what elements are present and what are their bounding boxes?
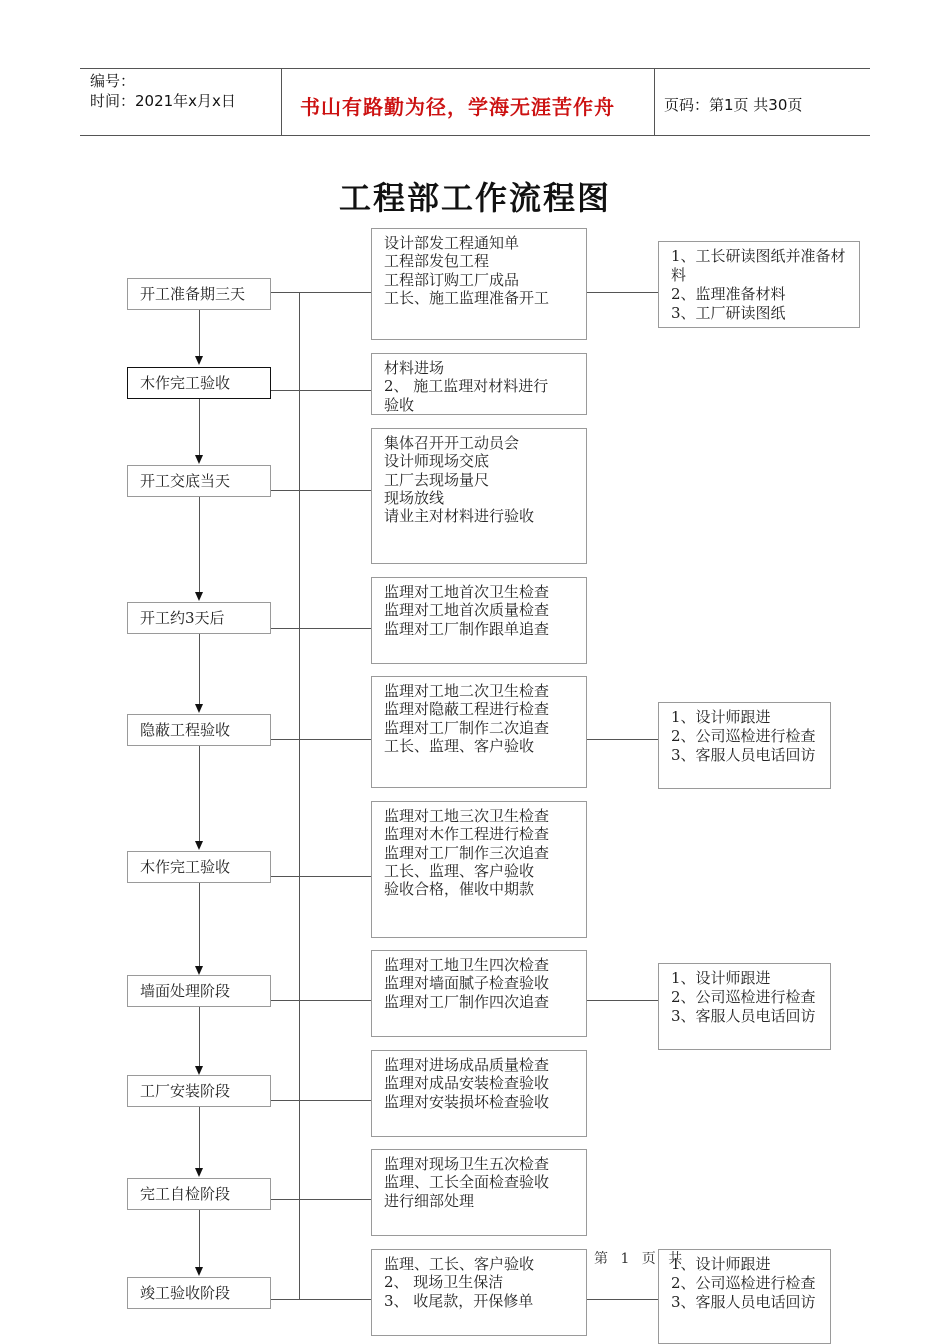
document-number-label: 编号：: [90, 72, 136, 90]
detail-box: [371, 676, 587, 788]
step-to-detail-connector: [271, 292, 371, 293]
detail-line: 监理对现场卫生五次检查: [384, 1155, 550, 1173]
page-title: 工程部工作流程图: [338, 179, 611, 217]
flow-step: 开工准备期三天: [127, 278, 271, 310]
page-footer: 第 1 页 共: [594, 1251, 687, 1267]
side-note-line: 2、公司巡检进行检查: [671, 727, 816, 745]
side-note-line: 3、工厂研读图纸: [671, 304, 786, 322]
step-to-detail-connector: [271, 1000, 371, 1001]
step-connector: [199, 634, 200, 706]
detail-line: 工程部订购工厂成品: [384, 270, 520, 289]
flow-step: 工厂安装阶段: [127, 1075, 271, 1107]
step-connector: [199, 497, 200, 593]
flow-step: 开工约3天后: [127, 602, 271, 634]
detail-line: 监理对工地二次卫生检查: [384, 682, 550, 700]
step-connector: [199, 883, 200, 967]
arrow-down-icon: [195, 1066, 203, 1075]
detail-box: [371, 1249, 587, 1336]
side-note-line: 2、公司巡检进行检查: [671, 988, 816, 1006]
flow-step: 墙面处理阶段: [127, 975, 271, 1007]
step-to-detail-connector: [271, 1100, 371, 1101]
step-connector: [199, 1107, 200, 1169]
detail-line: 集体召开开工动员会: [384, 434, 520, 452]
detail-line: 监理、工长全面检查验收: [384, 1173, 550, 1192]
detail-to-note-connector: [587, 739, 658, 740]
detail-line: 监理对墙面腻子检查验收: [384, 974, 550, 993]
side-note-line: 3、客服人员电话回访: [671, 1293, 816, 1311]
side-note-line: 2、监理准备材料: [671, 285, 786, 303]
arrow-down-icon: [195, 356, 203, 365]
arrow-down-icon: [195, 455, 203, 464]
side-note-line: 1、设计师跟进: [671, 1255, 771, 1273]
side-note-line: 2、公司巡检进行检查: [671, 1274, 816, 1292]
step-to-detail-connector: [271, 1199, 371, 1200]
side-note-line: 1、工长研读图纸并准备材料: [671, 247, 846, 284]
step-to-detail-connector: [271, 876, 371, 877]
detail-to-note-connector: [587, 292, 658, 293]
detail-line: 监理对进场成品质量检查: [384, 1056, 550, 1074]
detail-line: 监理对工地三次卫生检查: [384, 807, 550, 825]
detail-line: 现场放线: [384, 488, 445, 507]
side-note-line: 3、客服人员电话回访: [671, 1007, 816, 1025]
detail-line: 验收: [384, 395, 415, 414]
step-to-detail-connector: [271, 739, 371, 740]
detail-line: 进行细部处理: [384, 1191, 475, 1210]
arrow-down-icon: [195, 966, 203, 975]
detail-line: 监理、工长、客户验收: [384, 1255, 535, 1273]
step-to-detail-connector: [271, 1299, 371, 1300]
detail-line: 监理对木作工程进行检查: [384, 825, 550, 844]
step-connector: [199, 1007, 200, 1067]
detail-line: 监理对工地首次质量检查: [384, 601, 550, 620]
detail-line: 监理对工地卫生四次检查: [384, 956, 550, 974]
flow-step: 完工自检阶段: [127, 1178, 271, 1210]
detail-line: 监理对工厂制作二次追查: [384, 718, 550, 737]
document-time-label: 时间：2021年x月x日: [90, 92, 236, 110]
detail-box: [371, 228, 587, 340]
flow-step: 竣工验收阶段: [127, 1277, 271, 1309]
side-note-box: [658, 241, 860, 328]
detail-line: 监理对隐蔽工程进行检查: [384, 700, 550, 719]
header-bottom-rule: [80, 135, 870, 136]
flow-step: 木作完工验收: [127, 851, 271, 883]
flow-step: 隐蔽工程验收: [127, 714, 271, 746]
detail-line: 工长、施工监理准备开工: [384, 288, 550, 307]
detail-line: 验收合格，催收中期款: [384, 880, 535, 899]
flow-step: 开工交底当天: [127, 465, 271, 497]
arrow-down-icon: [195, 1267, 203, 1276]
step-to-detail-connector: [271, 628, 371, 629]
detail-line: 材料进场: [384, 359, 445, 377]
flow-step: 木作完工验收: [127, 367, 271, 399]
step-to-detail-connector: [271, 490, 371, 491]
detail-box: [371, 950, 587, 1037]
arrow-down-icon: [195, 592, 203, 601]
detail-line: 监理对工地首次卫生检查: [384, 583, 550, 601]
detail-line: 工程部发包工程: [384, 252, 490, 271]
detail-line: 2、 现场卫生保洁: [384, 1273, 504, 1292]
side-note-line: 1、设计师跟进: [671, 708, 771, 726]
detail-box: [371, 428, 587, 564]
detail-line: 监理对安装损坏检查验收: [384, 1092, 550, 1111]
detail-to-note-connector: [587, 1299, 658, 1300]
step-connector: [199, 310, 200, 358]
header-motto: 书山有路勤为径，学海无涯苦作舟: [300, 95, 615, 119]
step-connector: [199, 1210, 200, 1268]
detail-line: 设计部发工程通知单: [384, 234, 520, 252]
arrow-down-icon: [195, 841, 203, 850]
detail-line: 工长、监理、客户验收: [384, 861, 535, 880]
step-to-detail-connector: [271, 390, 371, 391]
arrow-down-icon: [195, 704, 203, 713]
detail-to-note-connector: [587, 1000, 658, 1001]
side-note-line: 3、客服人员电话回访: [671, 746, 816, 764]
detail-line: 监理对成品安装检查验收: [384, 1074, 550, 1093]
page-number-label: 页码：第1页 共30页: [664, 96, 803, 114]
detail-line: 3、 收尾款，开保修单: [384, 1291, 534, 1310]
header-divider-right: [654, 68, 655, 135]
connector-trunk: [299, 292, 300, 1299]
header-divider-left: [281, 68, 282, 135]
step-connector: [199, 746, 200, 842]
detail-line: 工厂去现场量尺: [384, 470, 490, 489]
arrow-down-icon: [195, 1168, 203, 1177]
detail-box: [371, 1050, 587, 1137]
detail-line: 请业主对材料进行验收: [384, 507, 535, 526]
side-note-box: [658, 702, 831, 789]
detail-box: [371, 1149, 587, 1236]
detail-box: [371, 353, 587, 415]
detail-line: 工长、监理、客户验收: [384, 736, 535, 755]
side-note-line: 1、设计师跟进: [671, 969, 771, 987]
detail-line: 监理对工厂制作四次追查: [384, 992, 550, 1011]
header-top-rule: [80, 68, 870, 69]
detail-line: 2、 施工监理对材料进行: [384, 377, 549, 396]
side-note-box: [658, 963, 831, 1050]
detail-box: [371, 801, 587, 938]
detail-box: [371, 577, 587, 664]
detail-line: 设计师现场交底: [384, 452, 490, 471]
detail-line: 监理对工厂制作三次追查: [384, 843, 550, 862]
detail-line: 监理对工厂制作跟单追查: [384, 619, 550, 638]
step-connector: [199, 399, 200, 457]
